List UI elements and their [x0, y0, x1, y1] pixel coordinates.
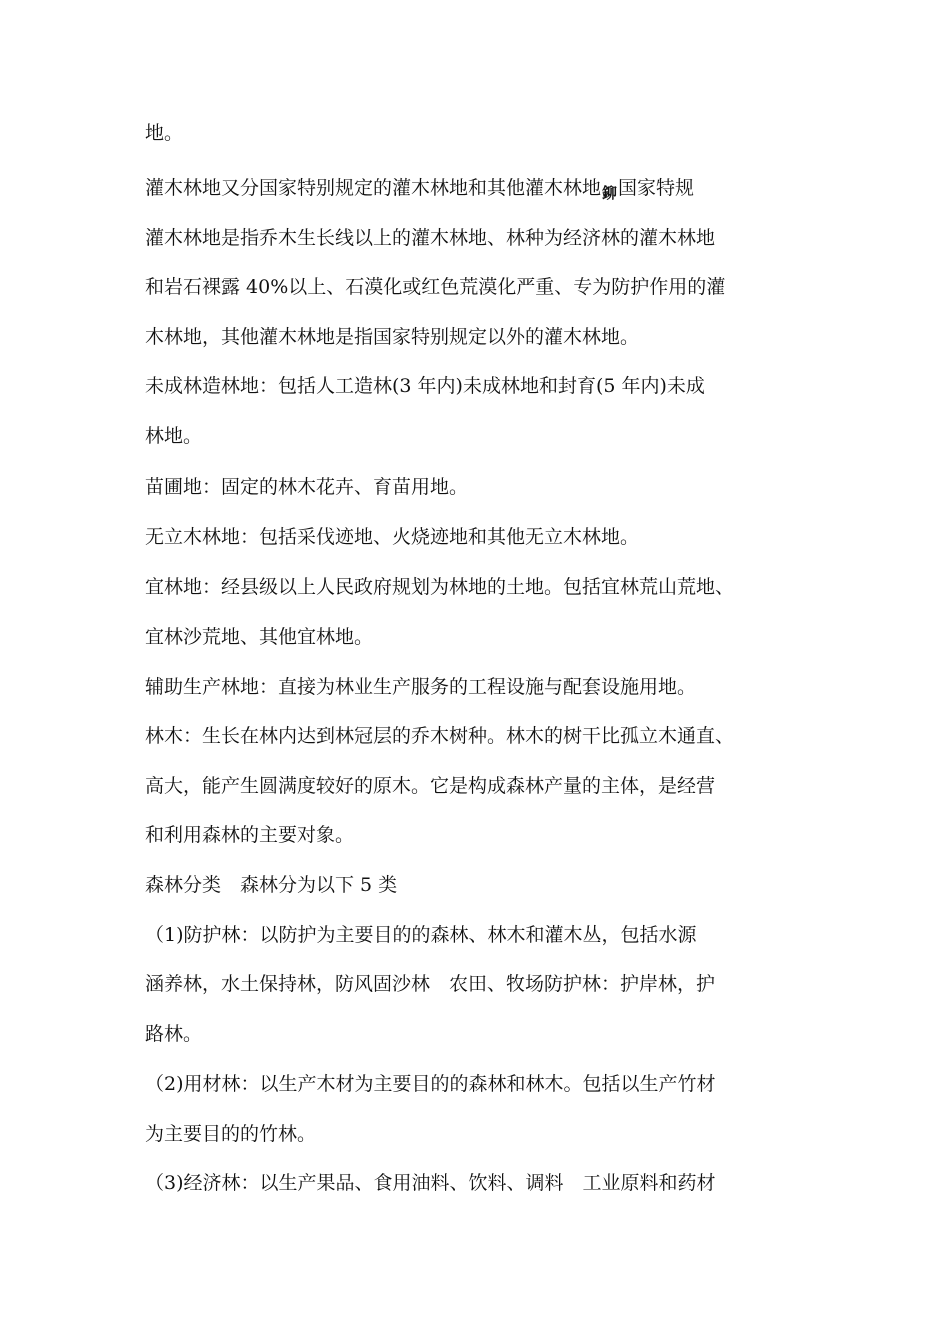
text-line: 为主要目的的竹林。 [145, 1123, 317, 1145]
text-line: 宜林地：经县级以上人民政府规划为林地的土地。包括宜林荒山荒地、 [145, 576, 735, 598]
text-segment: 灌木林地又分国家特别规定的灌木林地和其他灌木林地 [145, 177, 602, 199]
text-line-with-glyph [145, 175, 694, 206]
text-line: 苗圃地：固定的林木花卉、育苗用地。 [145, 476, 469, 498]
text-line: 灌木林地是指乔木生长线以上的灌木林地、林种为经济林的灌木林地 [145, 227, 716, 249]
text-line: （3)经济林：以生产果品、食用油料、饮料、调料 工业原料和药材 [145, 1172, 716, 1194]
text-line: 宜林沙荒地、其他宜林地。 [145, 626, 374, 648]
text-line: 林地。 [145, 425, 203, 447]
stray-glyph: 鉚 [602, 184, 618, 202]
text-line: 和利用森林的主要对象。 [145, 824, 355, 846]
text-line: （2)用材林：以生产木材为主要目的的森林和林木。包括以生产竹材 [145, 1073, 716, 1095]
text-line: 未成林造林地：包括人工造林(3 年内)未成林地和封育(5 年内)未成 [145, 375, 705, 397]
text-segment: 国家特规 [618, 177, 695, 199]
text-line: 木林地，其他灌木林地是指国家特别规定以外的灌木林地。 [145, 326, 640, 348]
text-line: 涵养林，水土保持林，防风固沙林 农田、牧场防护林：护岸林，护 [145, 973, 716, 995]
text-line: （1)防护林：以防护为主要目的的森林、林木和灌木丛，包括水源 [145, 924, 697, 946]
text-line: 无立木林地：包括采伐迹地、火烧迹地和其他无立木林地。 [145, 526, 640, 548]
text-line: 林木：生长在林内达到林冠层的乔木树种。林木的树干比孤立木通直、 [145, 725, 735, 747]
text-line: 路林。 [145, 1023, 203, 1045]
text-line: 高大，能产生圆满度较好的原木。它是构成森林产量的主体，是经营 [145, 775, 716, 797]
text-line: 地。 [145, 122, 184, 144]
text-line: 和岩石裸露 40%以上、石漠化或红色荒漠化严重、专为防护作用的灌 [145, 276, 726, 298]
section-heading: 森林分类 森林分为以下 5 类 [145, 874, 398, 896]
text-line: 辅助生产林地：直接为林业生产服务的工程设施与配套设施用地。 [145, 676, 697, 698]
